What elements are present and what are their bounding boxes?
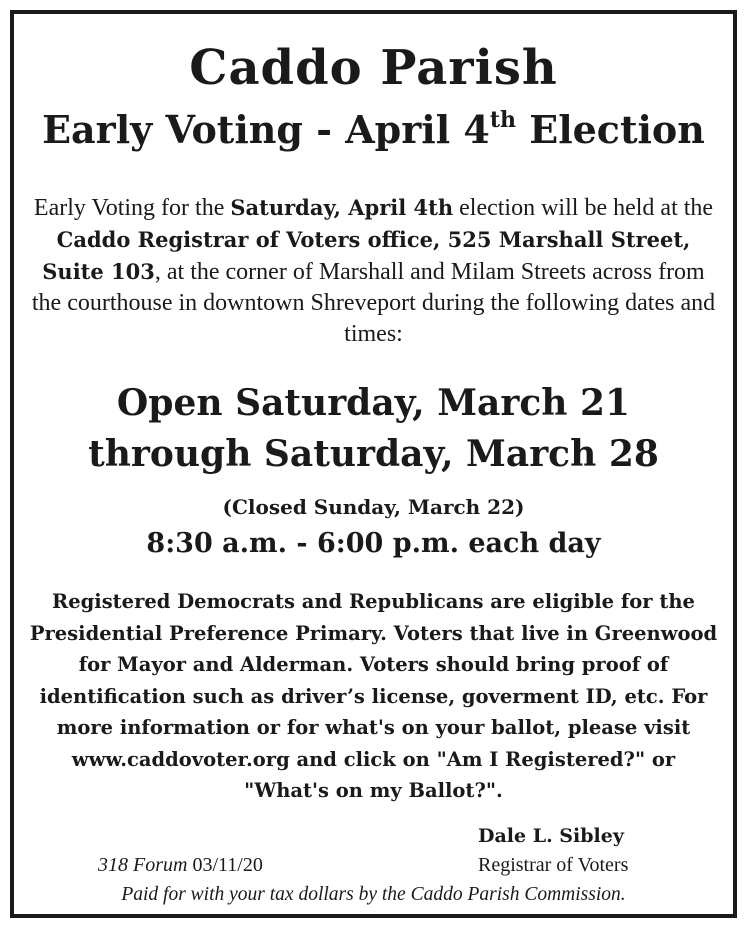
intro-text-1: Early Voting for the (33, 195, 231, 221)
paid-notice: Paid for with your tax dollars by the Caddo Parish Commission. (121, 884, 626, 905)
publication-name: 318 Forum (98, 854, 188, 876)
eligibility-paragraph: Registered Democrats and Republicans are eligible for the Presidential Preference Primary. Voters that live in Greenwood for Mayor and Alderman. Voters should bring proof of identification such as driver’s license, goverment ID, etc. For more information or for what's on your ballot, please visit www.caddovoter.org and click on "Am I Registered?" or "What's on my Ballot?". (29, 590, 718, 802)
subtitle-ordinal: th (489, 107, 516, 133)
notice-title: Caddo Parish (189, 40, 558, 96)
intro-paragraph (28, 192, 719, 350)
subtitle-end: Election (516, 107, 705, 152)
open-dates-line-2: through Saturday, March 28 (88, 433, 659, 475)
notice-subtitle (14, 106, 733, 154)
publication-credit (98, 852, 263, 878)
signer-name: Dale L. Sibley (478, 825, 624, 847)
closed-note: (Closed Sunday, March 22) (222, 495, 525, 519)
intro-office-address: Caddo Registrar of Voters office, 525 Marshall Street, Suite 103 (42, 227, 691, 284)
intro-text-2: election will be held at the (453, 195, 714, 221)
intro-election-date: Saturday, April 4th (230, 195, 454, 220)
open-dates (14, 378, 733, 480)
subtitle-main: Early Voting - April 4 (42, 107, 490, 152)
intro-text-3: , at the corner of Marshall and Milam Streets across from the courthouse in downtown Shreveport during the following dates and times: (31, 259, 716, 347)
open-dates-line-1: Open Saturday, March 21 (116, 382, 631, 424)
signer-title: Registrar of Voters (478, 854, 629, 876)
publication-date: 03/11/20 (187, 854, 263, 876)
voting-hours: 8:30 a.m. - 6:00 p.m. each day (146, 528, 601, 559)
notice-border (10, 10, 737, 918)
